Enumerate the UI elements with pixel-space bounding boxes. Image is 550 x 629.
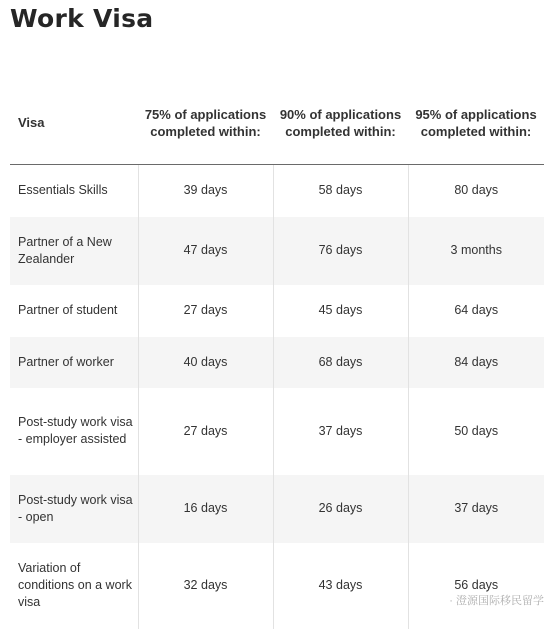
time-90-cell: 43 days — [273, 543, 408, 629]
visa-name-cell: Partner of student — [10, 285, 138, 337]
time-90-cell: 58 days — [273, 165, 408, 217]
page-title: Work Visa — [10, 4, 154, 33]
time-75-cell: 27 days — [138, 388, 273, 475]
visa-name-cell: Essentials Skills — [10, 165, 138, 217]
visa-name-cell: Partner of worker — [10, 337, 138, 388]
time-75-cell: 40 days — [138, 337, 273, 388]
table-row — [10, 337, 544, 388]
time-75-cell: 27 days — [138, 285, 273, 337]
visa-name-cell: Post-study work visa - employer assisted — [10, 388, 138, 475]
header-visa: Visa — [10, 81, 138, 165]
time-95-cell: 64 days — [454, 303, 499, 317]
processing-times-table — [10, 81, 544, 629]
time-95-cell: 3 months — [408, 217, 544, 285]
header-95-percent: 95% of applications completed within: — [408, 81, 544, 165]
time-95-cell: 80 days — [454, 183, 499, 198]
table-row — [10, 217, 544, 285]
table-row — [10, 388, 544, 475]
time-95-cell: 84 days — [408, 337, 544, 388]
time-95-cell: 56 days — [454, 578, 499, 592]
table-header-row — [10, 81, 544, 165]
time-75-cell: 39 days — [138, 165, 273, 217]
table-row — [10, 165, 544, 217]
visa-name-cell: Variation of conditions on a work visa — [10, 543, 138, 629]
time-75-cell: 16 days — [138, 475, 273, 543]
time-90-cell: 37 days — [273, 388, 408, 475]
time-90-cell: 76 days — [273, 217, 408, 285]
time-90-cell: 68 days — [273, 337, 408, 388]
time-90-cell: 45 days — [273, 285, 408, 337]
watermark: · 澄源国际移民留学 — [449, 595, 544, 607]
time-75-cell: 47 days — [138, 217, 273, 285]
time-95-cell: 37 days — [408, 475, 544, 543]
time-75-cell: 32 days — [138, 543, 273, 629]
time-95-cell: 50 days — [454, 423, 499, 438]
visa-name-cell: Post-study work visa - open — [10, 475, 138, 543]
table-row — [10, 285, 544, 337]
table-row — [10, 543, 544, 629]
visa-name-cell: Partner of a New Zealander — [10, 217, 138, 285]
header-90-percent: 90% of applications completed within: — [273, 81, 408, 165]
table-row — [10, 475, 544, 543]
header-75-percent: 75% of applications completed within: — [138, 81, 273, 165]
time-90-cell: 26 days — [273, 475, 408, 543]
